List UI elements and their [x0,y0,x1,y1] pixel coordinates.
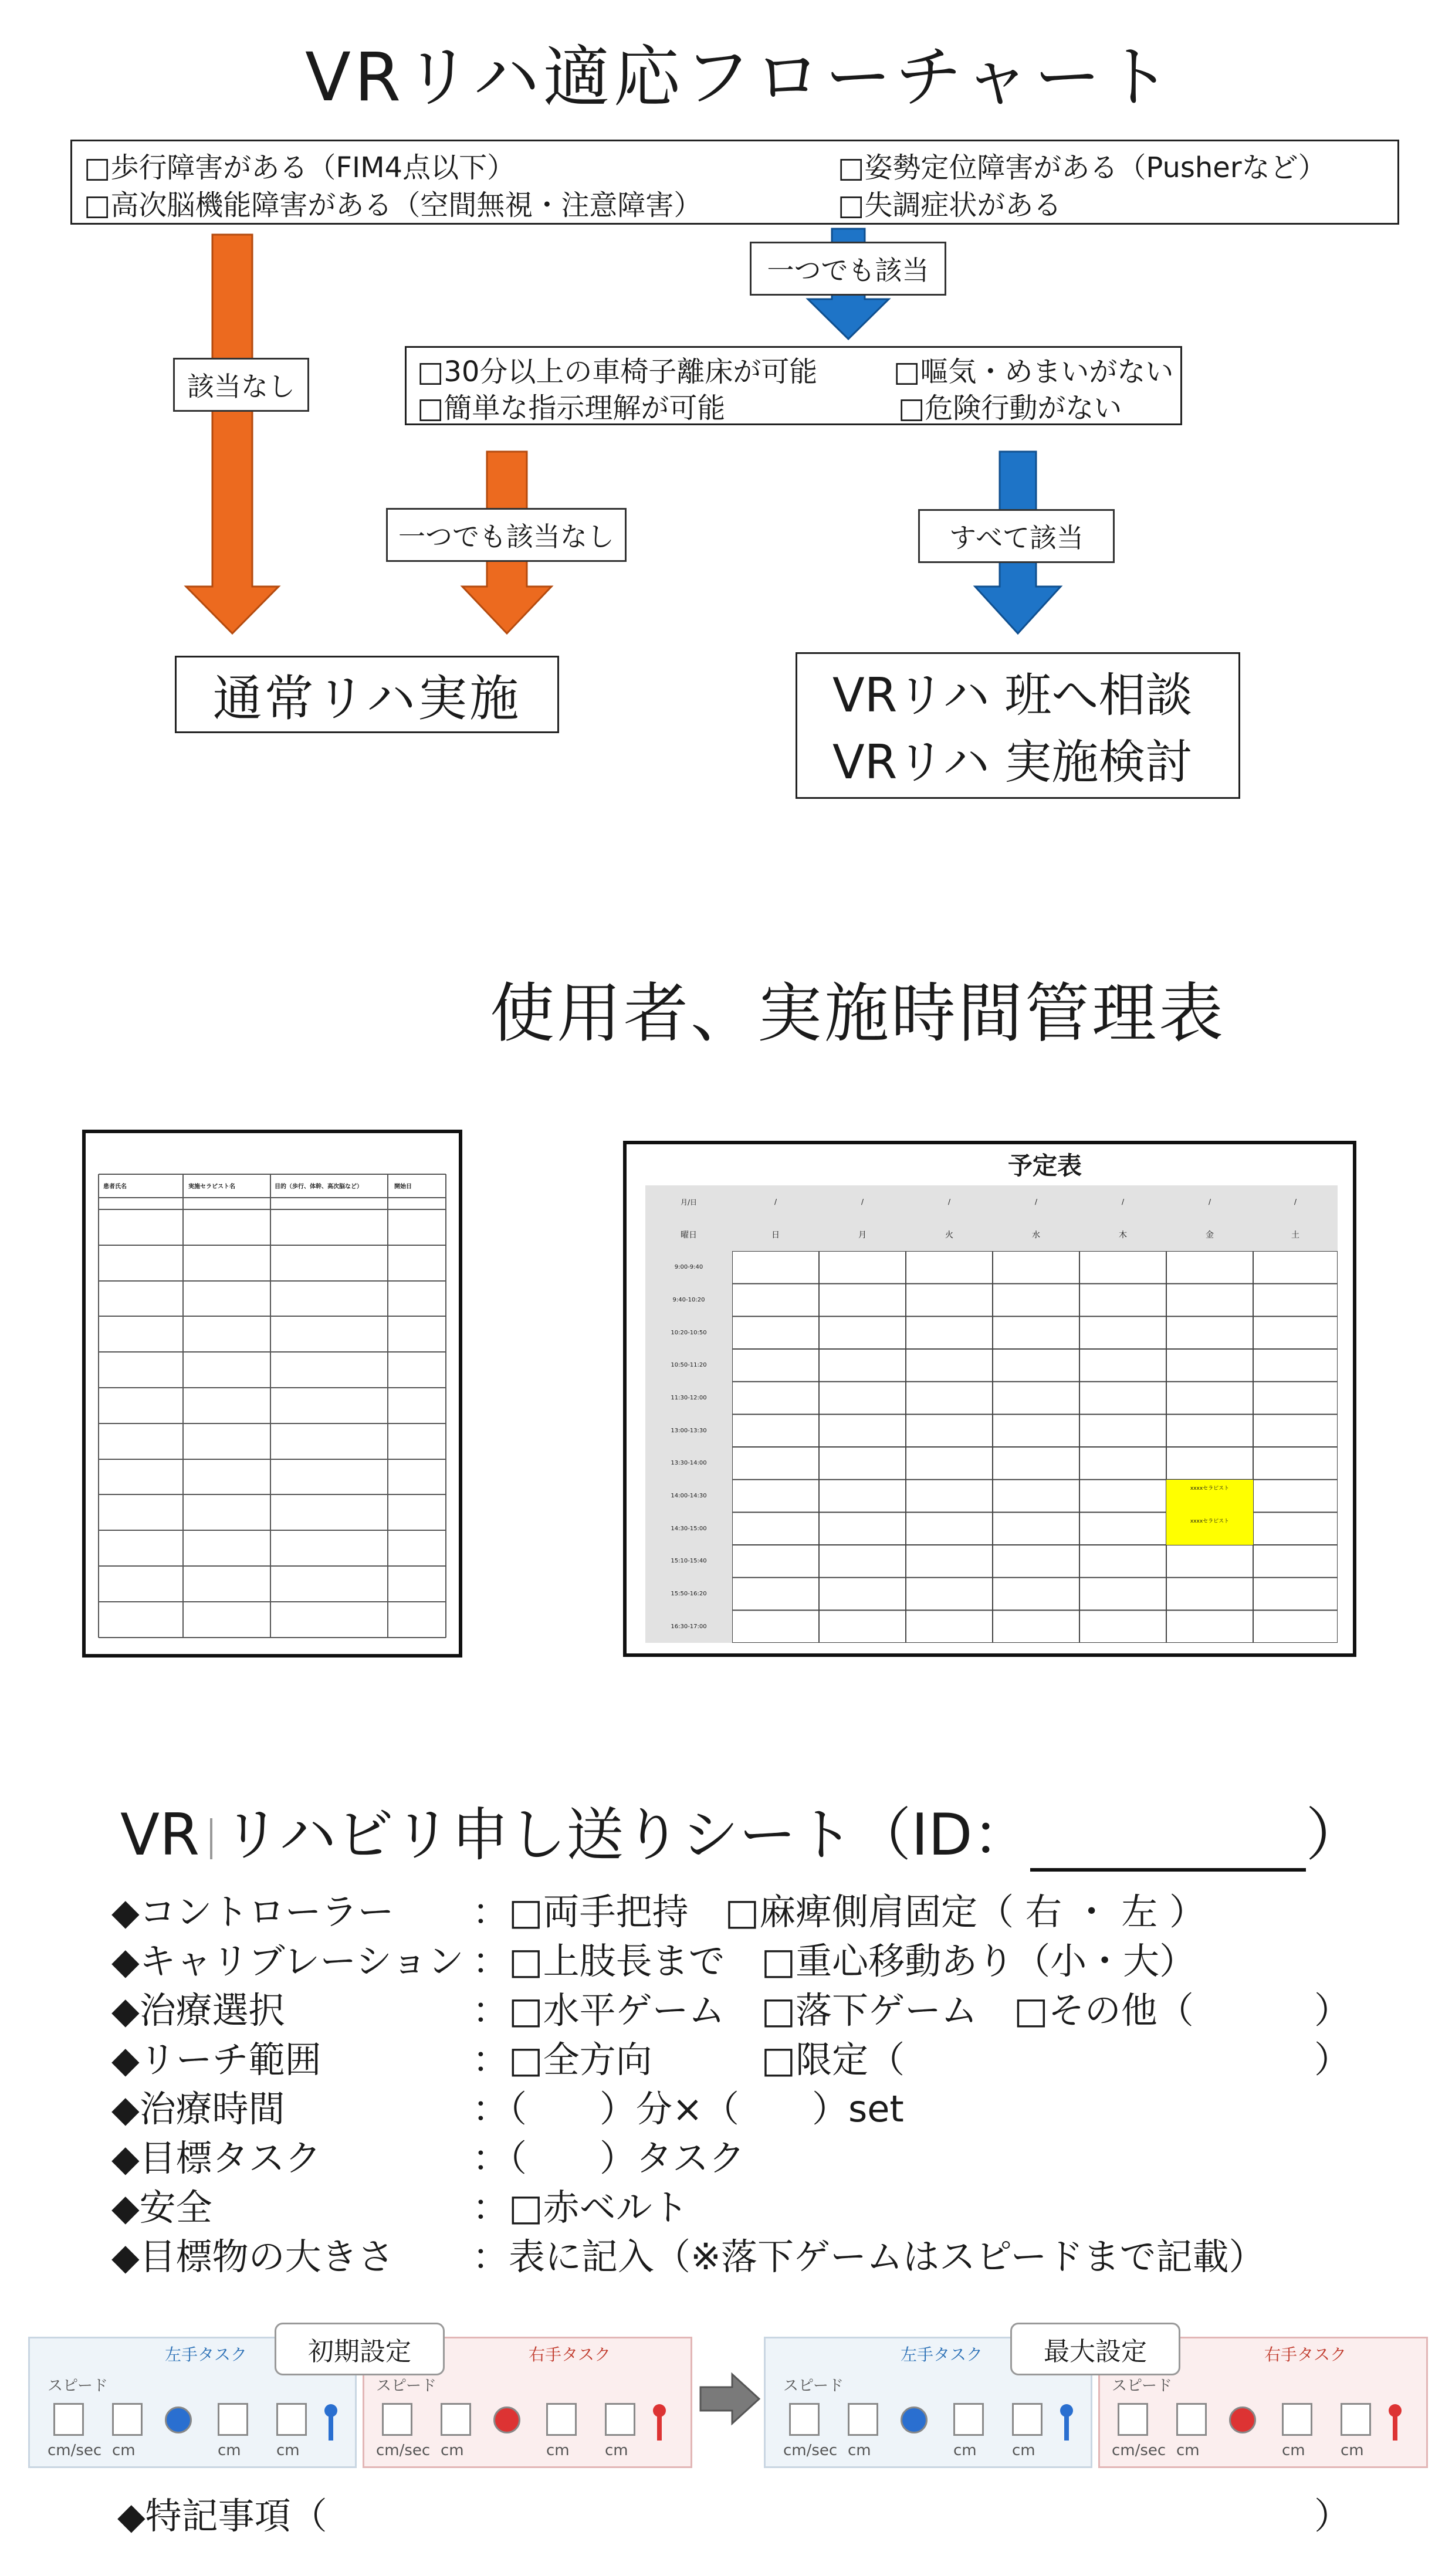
unit-label: cm/sec [376,2442,431,2459]
value-box [1282,2403,1312,2436]
handover-row-value: ：（ ）タスク [472,2137,746,2180]
value-box [848,2403,878,2436]
value-box [1012,2403,1043,2436]
schedule-date-cell: / [1121,1198,1125,1206]
value-box [112,2403,143,2436]
title-main: リハビリ申し送りシート（ID： [223,1802,1030,1869]
target-ball-icon [493,2406,520,2433]
schedule-date-cell: / [774,1198,777,1206]
title-prefix: VR [120,1802,200,1869]
criteria-item: □30分以上の車椅子離床が可能 [417,355,818,388]
handover-row-end: ） [1314,1989,1351,2032]
hand-marker-icon [323,2403,339,2444]
speed-label: スピード [48,2377,108,2395]
speed-label: スピード [376,2377,436,2395]
schedule-date-cell: / [1034,1198,1038,1206]
left-task-label: 左手タスク [901,2345,983,2364]
label-no-match: 該当なし [173,358,309,412]
label-any-match: 一つでも該当 [750,242,946,296]
schedule-sheet [623,1141,1356,1657]
unit-label: cm [848,2442,871,2459]
handover-row-value: ：□両手把持 □麻痺側肩固定（ 右 ・ 左 ） [472,1890,1206,1933]
schedule-date-cell: / [1294,1198,1297,1206]
value-box [276,2403,307,2436]
unit-label: cm [1282,2442,1305,2459]
schedule-time-cell: 15:10-15:40 [671,1558,707,1565]
handover-row-label: ◆目標タスク [111,2137,321,2180]
handover-row-label: ◆コントローラー [111,1890,394,1933]
schedule-time-cell: 13:30-14:00 [671,1460,707,1467]
schedule-time-cell: 14:00-14:30 [671,1492,707,1499]
title-divider [210,1818,212,1859]
value-box [53,2403,84,2436]
value-box [1341,2403,1371,2436]
user-table [86,1133,459,1654]
left-task-label: 左手タスク [165,2345,248,2364]
handover-row-label: ◆リーチ範囲 [111,2038,321,2081]
criteria-item: □姿勢定位障害がある（Pusherなど） [838,151,1326,184]
handover-row-value: ：（ ）分×（ ）set [472,2087,904,2130]
criteria-item: □危険行動がない [898,392,1122,425]
criteria-item: □歩行障害がある（FIM4点以下） [84,151,516,184]
handover-row-label: ◆治療選択 [111,1989,285,2032]
value-box [546,2403,577,2436]
id-blank-line [1030,1821,1306,1872]
value-box [441,2403,471,2436]
unit-label: cm/sec [1112,2442,1166,2459]
max-settings-panel [764,2323,1430,2470]
schedule-grid [645,1185,1338,1643]
schedule-day-cell: 月 [858,1231,867,1240]
result-normal-rehab [175,656,559,733]
initial-settings-panel [28,2323,694,2470]
unit-label: cm [218,2442,241,2459]
schedule-day-cell: 曜日 [681,1231,697,1240]
handover-title [120,1789,1363,1872]
handover-row-label: ◆治療時間 [111,2087,285,2130]
criteria-box-2 [405,346,1182,425]
criteria-item: □失調症状がある [838,189,1062,222]
criteria-item: □高次脳機能障害がある（空間無視・注意障害） [84,189,702,222]
flowchart-title: VRリハ適応フローチャート [305,38,1175,116]
schedule-time-cell: 11:30-12:00 [671,1394,707,1401]
handover-row-value: ：□上肢長まで □重心移動あり（小・大） [472,1940,1196,1982]
target-ball-icon [1229,2406,1256,2433]
value-box [218,2403,248,2436]
value-box [1118,2403,1148,2436]
management-title: 使用者、実施時間管理表 [490,976,1226,1051]
hand-marker-icon [1387,2403,1403,2444]
settings-arrow [698,2370,763,2428]
schedule-time-cell: 9:00-9:40 [674,1264,703,1271]
target-ball-icon [165,2406,192,2433]
user-table-sheet [82,1130,462,1658]
criteria-item: □嘔気・めまいがない [893,355,1174,388]
result-vr-rehab [796,652,1240,799]
speed-label: スピード [783,2377,844,2395]
schedule-day-cell: 日 [771,1231,780,1240]
right-task-label: 右手タスク [529,2345,611,2364]
schedule-day-cell: 金 [1206,1231,1214,1240]
user-table-header: 開始日 [394,1184,412,1190]
schedule-time-cell: 13:00-13:30 [671,1427,707,1434]
schedule-day-cell: 木 [1119,1231,1127,1240]
unit-label: cm [1341,2442,1364,2459]
schedule-time-cell: 10:20-10:50 [671,1329,707,1336]
schedule-time-cell: 10:50-11:20 [671,1362,707,1369]
handover-row-value: ：□全方向 □限定（ [472,2038,905,2081]
arrow-no-match [186,235,279,633]
criteria-item: □簡単な指示理解が可能 [417,392,726,425]
user-table-header: 実施セラピスト名 [188,1184,235,1190]
hand-marker-icon [1059,2403,1074,2444]
handover-row-label: ◆安全 [111,2186,212,2229]
schedule-time-cell: 16:30-17:00 [671,1623,707,1630]
target-ball-icon [901,2406,928,2433]
handover-row-value: ：□赤ベルト [472,2186,689,2229]
schedule-note: xxxxセラピスト [1190,1486,1230,1492]
unit-label: cm/sec [783,2442,838,2459]
value-box [382,2403,412,2436]
schedule-date-cell: / [1208,1198,1211,1206]
max-settings-label: 最大設定 [1010,2323,1180,2375]
schedule-note: xxxxセラピスト [1190,1518,1230,1524]
handover-row-value: ：□水平ゲーム □落下ゲーム □その他（ [472,1989,1194,2032]
schedule-date-cell: / [947,1198,951,1206]
unit-label: cm [276,2442,300,2459]
unit-label: cm [605,2442,628,2459]
schedule-date-cell: / [861,1198,864,1206]
handover-row-value: ：表に記入（※落下ゲームはスピードまで記載） [472,2235,1265,2278]
unit-label: cm [441,2442,464,2459]
unit-label: cm [546,2442,570,2459]
hand-marker-icon [652,2403,667,2444]
handover-row-end: ） [1314,2038,1351,2081]
right-task-label: 右手タスク [1264,2345,1347,2364]
schedule-day-cell: 水 [1032,1231,1040,1240]
unit-label: cm [1012,2442,1035,2459]
schedule-time-cell: 9:40-10:20 [672,1296,705,1303]
label-all-match: すべて該当 [918,509,1115,563]
value-box [789,2403,820,2436]
schedule-time-cell: 14:30-15:00 [671,1525,707,1532]
handover-row-label: ◆キャリブレーション [111,1940,464,1982]
schedule-title: 予定表 [1008,1151,1082,1180]
unit-label: cm [953,2442,977,2459]
schedule-time-cell: 15:50-16:20 [671,1590,707,1597]
notes-end: ） [1314,2494,1351,2537]
result-vr-line2: VRリハ 実施検討 [832,735,1193,789]
value-box [953,2403,984,2436]
label-any-not-match: 一つでも該当なし [386,508,627,562]
notes-label: ◆特記事項（ [117,2494,327,2537]
result-normal-text: 通常リハ実施 [212,669,522,727]
schedule-day-cell: 土 [1291,1231,1299,1240]
unit-label: cm/sec [48,2442,102,2459]
user-table-header: 目的（歩行、体幹、高次脳など） [275,1184,363,1190]
result-vr-line1: VRリハ 班へ相談 [832,668,1193,723]
initial-settings-label: 初期設定 [275,2323,445,2375]
title-suffix: ） [1305,1802,1363,1869]
schedule-day-cell: 火 [945,1231,953,1240]
speed-label: スピード [1112,2377,1172,2395]
handover-row-label: ◆目標物の大きさ [111,2235,394,2278]
user-table-header: 患者氏名 [103,1184,127,1190]
value-box [605,2403,635,2436]
unit-label: cm [112,2442,136,2459]
schedule-date-cell: 月/日 [680,1198,698,1206]
unit-label: cm [1176,2442,1200,2459]
value-box [1176,2403,1207,2436]
